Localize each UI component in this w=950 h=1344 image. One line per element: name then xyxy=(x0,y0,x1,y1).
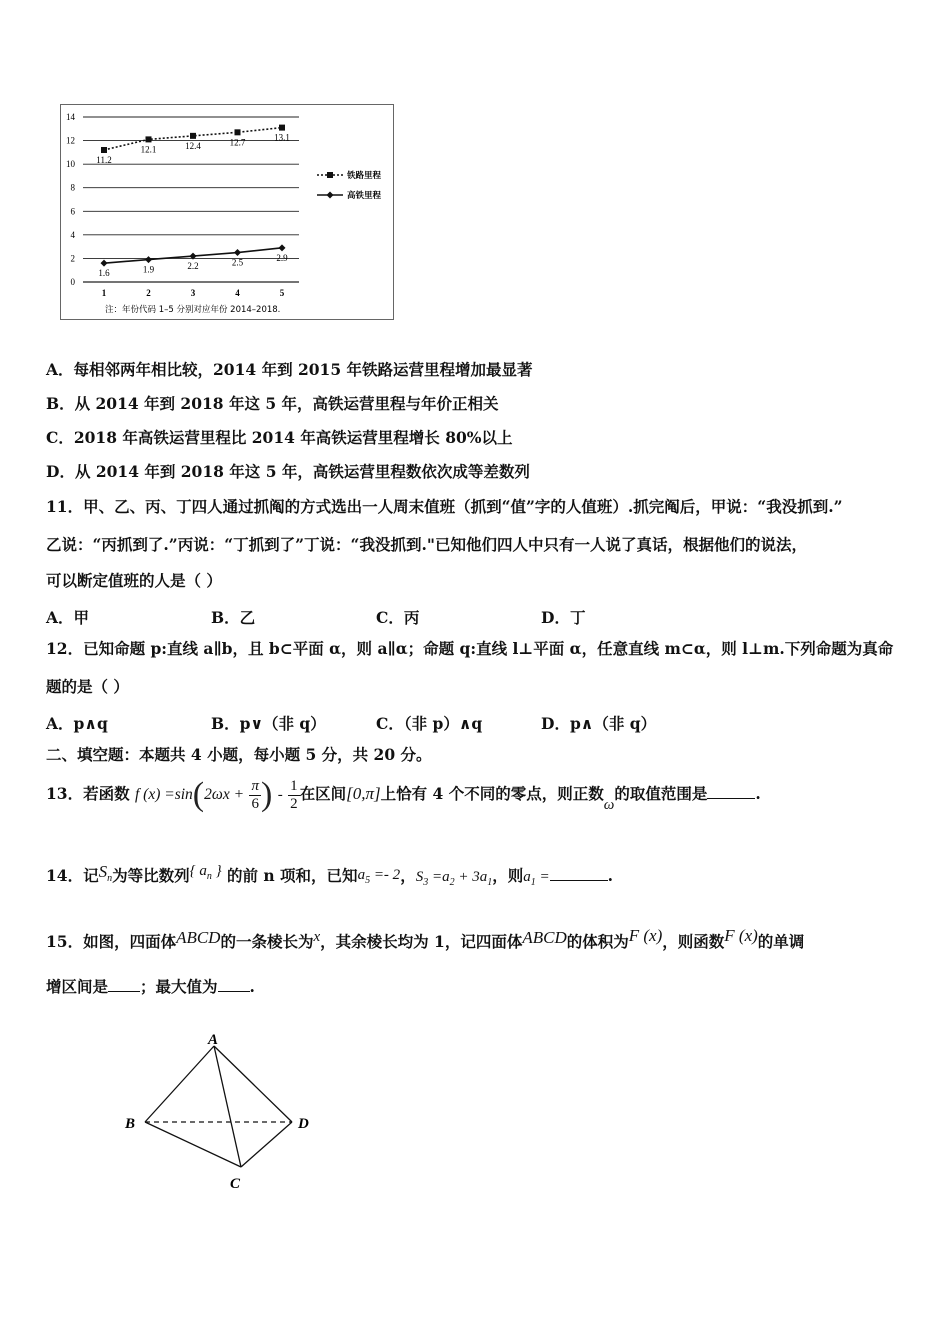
q13-function: f (x) =sin xyxy=(134,786,193,803)
data-label: 12.7 xyxy=(229,137,246,148)
chart-svg xyxy=(61,105,393,319)
y-tick-label: 14 xyxy=(66,112,75,122)
line-chart xyxy=(60,104,394,320)
q15-line2c: . xyxy=(249,977,255,996)
section-2-heading: 二、填空题：本题共 4 小题，每小题 5 分，共 20 分。 xyxy=(46,745,432,764)
data-label: 2.2 xyxy=(187,261,199,272)
q13-middle: 在区间 xyxy=(299,784,347,803)
q10-option-b: B．从 2014 年到 2018 年这 5 年，高铁运营里程与年价正相关 xyxy=(46,394,499,413)
vertex-label-c: C xyxy=(230,1176,241,1192)
vertex-label-b: B xyxy=(125,1116,136,1132)
data-point-square xyxy=(190,133,196,139)
q11-line1: 11．甲、乙、丙、丁四人通过抓阄的方式选出一人周末值班（抓到“值”字的人值班）.抓完阄后，甲说：“我没抓到.” xyxy=(46,497,843,516)
q14 xyxy=(46,862,613,889)
q14-comma: ， xyxy=(400,866,416,885)
q14-an-close: } xyxy=(211,863,222,879)
q13-minus: - xyxy=(277,787,283,803)
x-tick-label: 2 xyxy=(146,288,151,298)
data-label: 1.6 xyxy=(98,268,110,279)
data-point-diamond xyxy=(279,244,286,251)
q14-mid2: 的前 n 项和，已知 xyxy=(227,866,358,885)
q13-one-half xyxy=(288,778,300,812)
q15-blank-2[interactable] xyxy=(218,977,250,992)
q13-paren-open: ( xyxy=(192,776,205,813)
q10-option-c: C．2018 年高铁运营里程比 2014 年高铁运营里程增长 80%以上 xyxy=(46,428,513,447)
q14-mid1: 为等比数列 xyxy=(112,866,190,885)
chart-note: 注：年份代码 1–5 分别对应年份 2014–2018. xyxy=(105,305,281,315)
q14-prefix: 14．记 xyxy=(46,866,99,885)
q11-option-c: C．丙 xyxy=(376,608,420,627)
data-point-square xyxy=(101,147,107,153)
q14-an-a: { a xyxy=(189,863,207,879)
q11-option-a: A．甲 xyxy=(46,608,90,627)
q15-t3: ，其余棱长均为 1，记四面体 xyxy=(320,932,523,951)
x-tick-label: 5 xyxy=(279,288,285,298)
data-point-square xyxy=(279,125,285,131)
data-point-diamond xyxy=(145,256,152,263)
edge-bc xyxy=(145,1122,241,1167)
q13-tail: 的取值范围是 xyxy=(614,784,708,803)
q14-a5-sub: 5 xyxy=(365,875,371,886)
q15-t2: 的一条棱长为 xyxy=(220,932,314,951)
y-tick-label: 10 xyxy=(66,159,75,170)
q14-a1-eq: = xyxy=(535,869,550,885)
q12-option-a: A．p∧q xyxy=(46,714,108,733)
q15-t4: 的体积为 xyxy=(566,932,629,951)
q15-line2b: ；最大值为 xyxy=(140,977,218,996)
data-label: 2.9 xyxy=(276,252,288,263)
q13-six: 6 xyxy=(251,795,259,812)
q15-abcd-1: ABCD xyxy=(176,928,221,947)
q12-option-c: C．（非 p）∧q xyxy=(376,714,483,733)
q12-option-b: B．p∨（非 q） xyxy=(211,714,326,733)
q14-a5 xyxy=(357,867,401,886)
q13 xyxy=(46,772,761,822)
q12-line2: 题的是（ ） xyxy=(46,677,129,696)
q13-pi-over-6 xyxy=(249,778,261,812)
q11-line2: 乙说：“丙抓到了.”丙说：“丁抓到了”丁说：“我没抓到."已知他们四人中只有一人说了真话，根据他们的说法， xyxy=(46,535,807,554)
q15-t1: 15．如图，四面体 xyxy=(46,932,177,951)
q13-end: . xyxy=(755,784,761,803)
q13-one: 1 xyxy=(290,778,298,794)
q14-a1-sub-1: 1 xyxy=(487,877,493,888)
q15-t5: ，则函数 xyxy=(662,932,725,951)
q14-sn-sub: n xyxy=(107,873,113,884)
q14-a5-val: =- 2 xyxy=(370,867,401,883)
q11-option-b: B．乙 xyxy=(211,608,256,627)
q14-answer-blank[interactable] xyxy=(550,866,608,881)
q15-fx-2: F (x) xyxy=(724,926,758,945)
y-tick-label: 0 xyxy=(70,277,75,287)
q12-option-d: D．p∧（非 q） xyxy=(541,714,657,733)
q13-two: 2 xyxy=(290,795,298,812)
vertex-label-d: D xyxy=(298,1116,309,1132)
q13-inner: 2ωx + xyxy=(204,786,245,803)
q13-suffix: 上恰有 4 个不同的零点，则正数 xyxy=(380,784,604,803)
q14-sn xyxy=(98,862,113,884)
q13-omega: ω xyxy=(603,797,615,813)
q15-line2a: 增区间是 xyxy=(46,977,109,996)
legend-label: 高铁里程 xyxy=(347,191,382,201)
data-label: 12.1 xyxy=(140,144,157,155)
y-tick-label: 12 xyxy=(66,135,75,146)
y-tick-label: 4 xyxy=(70,229,75,240)
q11-line3: 可以断定值班的人是（ ） xyxy=(46,571,222,590)
q14-a5-a: a xyxy=(357,867,366,883)
q13-paren-close: ) xyxy=(260,776,273,813)
tetrahedron-figure xyxy=(120,1028,330,1198)
data-point-square xyxy=(235,129,241,135)
q15-line2 xyxy=(46,977,255,997)
data-point-diamond xyxy=(234,249,241,256)
y-tick-label: 8 xyxy=(70,182,75,193)
edge-ab xyxy=(145,1046,214,1122)
q14-a1-a: a xyxy=(523,869,531,885)
q15-x: x xyxy=(313,929,321,945)
q15-abcd-2: ABCD xyxy=(522,928,567,947)
q14-then: ，则 xyxy=(492,866,524,885)
q14-s3-s: S xyxy=(415,869,424,885)
q15-t6: 的单调 xyxy=(757,932,805,951)
y-tick-label: 2 xyxy=(70,253,75,264)
vertex-label-a: A xyxy=(208,1032,219,1048)
data-label: 13.1 xyxy=(274,132,290,143)
data-point-diamond xyxy=(101,260,108,267)
q15-line1 xyxy=(46,926,804,952)
legend-marker xyxy=(327,172,333,178)
data-point-square xyxy=(146,136,152,142)
data-label: 11.2 xyxy=(96,155,112,165)
x-tick-label: 3 xyxy=(190,288,196,298)
q10-option-a: A．每相邻两年相比较，2014 年到 2015 年铁路运营里程增加最显著 xyxy=(46,360,533,379)
q14-sn-s: S xyxy=(98,862,108,881)
q14-s3-sub: 3 xyxy=(423,877,429,888)
q14-a1-sub-2: 1 xyxy=(530,877,536,888)
q14-an xyxy=(189,863,222,882)
q14-an-sub: n xyxy=(206,871,212,882)
q14-s3-eq: =a xyxy=(428,869,450,885)
x-tick-label: 4 xyxy=(235,288,240,298)
data-label: 12.4 xyxy=(185,140,201,151)
x-tick-label: 1 xyxy=(101,288,107,298)
q13-prefix: 13．若函数 xyxy=(46,784,130,803)
q12-line1: 12．已知命题 p:直线 a∥b，且 b⊂平面 α，则 a∥α；命题 q:直线 l⊥平面 α，任意直线 m⊂α，则 l⊥m.下列命题为真命 xyxy=(46,639,894,658)
edge-ad xyxy=(214,1046,292,1122)
q13-answer-blank[interactable] xyxy=(707,784,755,799)
q13-pi: π xyxy=(251,778,259,794)
q14-a1 xyxy=(523,869,550,888)
q14-end: . xyxy=(607,866,613,885)
q15-fx-1: F (x) xyxy=(628,926,663,945)
q11-option-d: D．丁 xyxy=(541,608,586,627)
data-label: 1.9 xyxy=(142,264,155,275)
q14-s3 xyxy=(415,869,493,888)
legend-marker xyxy=(327,192,334,199)
edge-ac xyxy=(214,1046,241,1167)
q14-a2-sub: 2 xyxy=(449,877,455,888)
q10-option-d: D．从 2014 年到 2018 年这 5 年，高铁运营里程数依次成等差数列 xyxy=(46,462,530,481)
q15-blank-1[interactable] xyxy=(108,977,140,992)
legend-label: 铁路里程 xyxy=(347,171,382,181)
data-label: 2.5 xyxy=(231,257,244,268)
q14-s3-plus: + 3a xyxy=(454,869,488,885)
y-tick-label: 6 xyxy=(70,206,75,217)
edge-cd xyxy=(241,1122,292,1167)
q13-interval: [0,π] xyxy=(346,784,381,803)
